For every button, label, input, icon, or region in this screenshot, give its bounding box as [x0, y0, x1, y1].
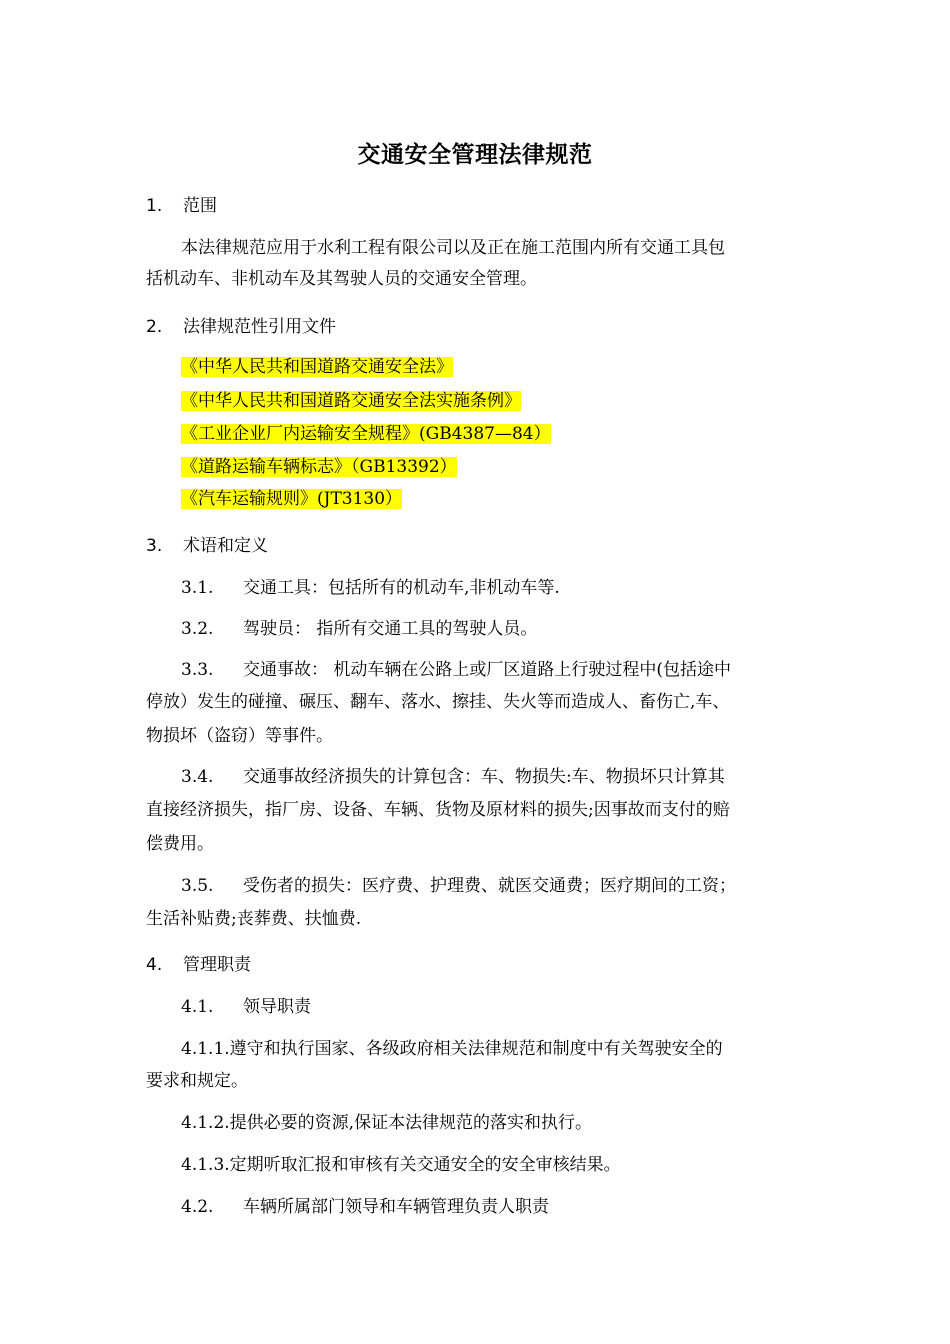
item-text: 车辆所属部门领导和车辆管理负责人职责: [243, 1197, 549, 1217]
section-title: 法律规范性引用文件: [183, 317, 336, 337]
section-3-heading: [146, 536, 268, 556]
item-text: 受伤者的损失：医疗费、护理费、就医交通费；医疗期间的工资；: [243, 876, 736, 896]
item-text: 领导职责: [243, 997, 311, 1017]
item-text: 交通事故： 机动车辆在公路上或厂区道路上行驶过程中(包括途中: [243, 660, 732, 680]
reference-item: [181, 357, 453, 377]
item-number: 4.1.: [181, 997, 214, 1017]
reference-item: [181, 489, 402, 509]
item-number: 3.1.: [181, 578, 214, 598]
section-number: 4.: [146, 955, 163, 975]
definition-item: [181, 619, 537, 639]
section-title: 管理职责: [183, 955, 251, 975]
section-1-heading: [146, 196, 217, 216]
item-text: 驾驶员： 指所有交通工具的驾驶人员。: [243, 619, 538, 639]
duty-item: [181, 1197, 549, 1217]
highlighted-text: 《工业企业厂内运输安全规程》(GB4387—84）: [181, 424, 551, 444]
item-text: 交通事故经济损失的计算包含：车、物损失:车、物损坏只计算其: [243, 767, 725, 787]
paragraph-line: 括机动车、非机动车及其驾驶人员的交通安全管理。: [146, 269, 537, 289]
highlighted-text: 《汽车运输规则》(JT3130）: [181, 489, 403, 509]
definition-item: [181, 876, 736, 896]
highlighted-text: 《道路运输车辆标志》（GB13392）: [181, 457, 457, 477]
item-number: 3.3.: [181, 660, 214, 680]
item-number: 3.5.: [181, 876, 214, 896]
highlighted-text: 《中华人民共和国道路交通安全法》: [181, 357, 453, 377]
section-4-heading: [146, 955, 251, 975]
paragraph-line: 停放）发生的碰撞、碾压、翻车、落水、擦挂、失火等而造成人、畜伤亡,车、: [146, 692, 730, 712]
reference-item: [181, 424, 551, 444]
definition-item: [181, 578, 560, 598]
definition-item: [181, 660, 731, 680]
paragraph-line: 物损坏（盗窃）等事件。: [146, 726, 333, 746]
item-text: 交通工具：包括所有的机动车,非机动车等.: [243, 578, 560, 598]
definition-item: [181, 767, 725, 787]
section-number: 1.: [146, 196, 163, 216]
section-number: 2.: [146, 317, 163, 337]
section-2-heading: [146, 317, 336, 337]
duty-item: [181, 997, 311, 1017]
section-number: 3.: [146, 536, 163, 556]
reference-item: [181, 457, 457, 477]
page-title: 交通安全管理法律规范: [357, 142, 593, 168]
reference-item: [181, 391, 521, 411]
section-title: 范围: [183, 196, 217, 216]
paragraph-line: 直接经济损失，指厂房、设备、车辆、货物及原材料的损失;因事故而支付的赔: [146, 800, 730, 820]
item-number: 3.2.: [181, 619, 214, 639]
paragraph-line: 偿费用。: [146, 834, 214, 854]
item-number: 4.2.: [181, 1197, 214, 1217]
paragraph-line: 本法律规范应用于水利工程有限公司以及正在施工范围内所有交通工具包: [181, 238, 725, 258]
paragraph-line: 要求和规定。: [146, 1071, 248, 1091]
section-title: 术语和定义: [183, 536, 268, 556]
duty-subitem: 4.1.1.遵守和执行国家、各级政府相关法律规范和制度中有关驾驶安全的: [181, 1039, 723, 1059]
highlighted-text: 《中华人民共和国道路交通安全法实施条例》: [181, 391, 521, 411]
duty-subitem: 4.1.2.提供必要的资源,保证本法律规范的落实和执行。: [181, 1113, 593, 1133]
duty-subitem: 4.1.3.定期听取汇报和审核有关交通安全的安全审核结果。: [181, 1155, 621, 1175]
paragraph-line: 生活补贴费;丧葬费、扶恤费.: [146, 909, 362, 929]
item-number: 3.4.: [181, 767, 214, 787]
